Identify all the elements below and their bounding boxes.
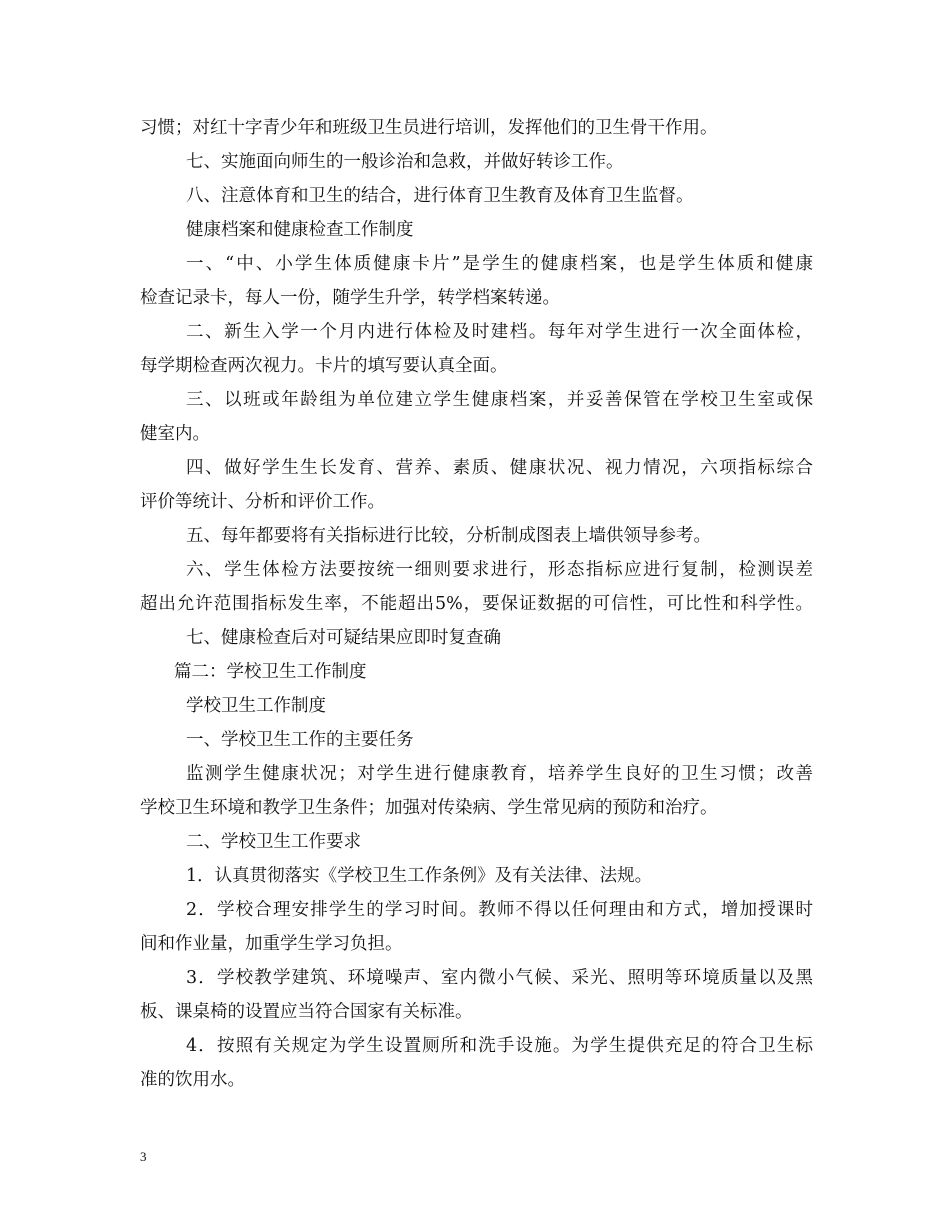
text-line: 二、新生入学一个月内进行体检及时建档。每年对学生进行一次全面体检， xyxy=(186,322,813,342)
section-heading: 健康档案和健康检查工作制度 xyxy=(186,220,414,240)
text-line: 习惯；对红十字青少年和班级卫生员进行培训，发挥他们的卫生骨干作用。 xyxy=(140,118,718,138)
text-line: 六、学生体检方法要按统一细则要求进行，形态指标应进行复制，检测误差 xyxy=(186,560,813,580)
text-line: 4．按照有关规定为学生设置厕所和洗手设施。为学生提供充足的符合卫生标 xyxy=(186,1036,813,1056)
section-heading: 学校卫生工作制度 xyxy=(186,696,326,716)
text-line: 超出允许范围指标发生率，不能超出5%，要保证数据的可信性，可比性和科学性。 xyxy=(140,594,813,614)
text-line: 检查记录卡，每人一份，随学生升学，转学档案转递。 xyxy=(140,288,560,308)
text-line: 板、课桌椅的设置应当符合国家有关标准。 xyxy=(140,1002,473,1022)
text-line: 每学期检查两次视力。卡片的填写要认真全面。 xyxy=(140,356,508,376)
text-line: 3．学校教学建筑、环境噪声、室内微小气候、采光、照明等环境质量以及黑 xyxy=(186,968,813,988)
text-line: 七、健康检查后对可疑结果应即时复查确 xyxy=(186,628,501,648)
text-line: 准的饮用水。 xyxy=(140,1070,245,1090)
text-line: 2．学校合理安排学生的学习时间。教师不得以任何理由和方式，增加授课时 xyxy=(186,900,813,920)
text-line: 健室内。 xyxy=(140,424,210,444)
text-line: 四、做好学生生长发育、营养、素质、健康状况、视力情况，六项指标综合 xyxy=(186,458,813,478)
text-line: 间和作业量，加重学生学习负担。 xyxy=(140,934,403,954)
section-heading: 一、学校卫生工作的主要任务 xyxy=(186,730,414,750)
text-line: 1．认真贯彻落实《学校卫生工作条例》及有关法律、法规。 xyxy=(186,866,653,886)
text-line: 监测学生健康状况；对学生进行健康教育，培养学生良好的卫生习惯；改善 xyxy=(186,764,813,784)
text-line: 七、实施面向师生的一般诊治和急救，并做好转诊工作。 xyxy=(186,152,624,172)
section-heading: 二、学校卫生工作要求 xyxy=(186,832,361,852)
text-line: 评价等统计、分析和评价工作。 xyxy=(140,492,385,512)
text-line: 三、以班或年龄组为单位建立学生健康档案，并妥善保管在学校卫生室或保 xyxy=(186,390,813,410)
text-line: 五、每年都要将有关指标进行比较，分析制成图表上墙供领导参考。 xyxy=(186,526,711,546)
page-number: 3 xyxy=(140,1149,147,1164)
text-line: 学校卫生环境和教学卫生条件；加强对传染病、学生常见病的预防和治疗。 xyxy=(140,798,718,818)
text-line: 八、注意体育和卫生的结合，进行体育卫生教育及体育卫生监督。 xyxy=(186,186,694,206)
text-line: 一、“中、小学生体质健康卡片”是学生的健康档案，也是学生体质和健康 xyxy=(186,254,813,274)
chapter-heading: 篇二：学校卫生工作制度 xyxy=(174,662,367,682)
